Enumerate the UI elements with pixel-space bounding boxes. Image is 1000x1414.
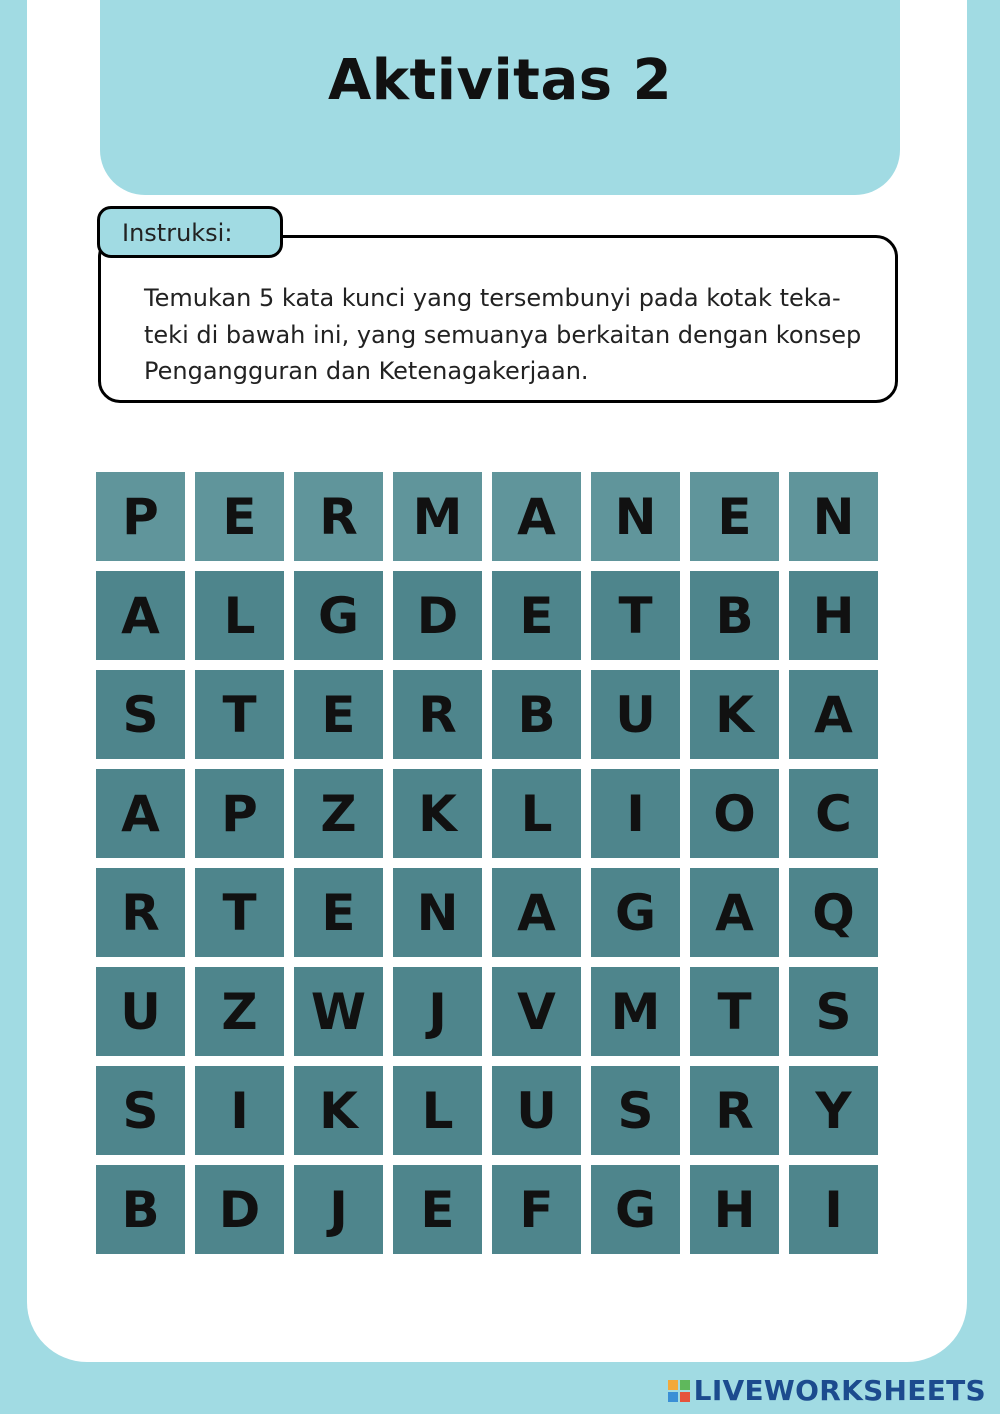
- instructions-tab-label: Instruksi:: [122, 219, 233, 247]
- grid-cell[interactable]: B: [492, 670, 581, 759]
- grid-cell[interactable]: S: [591, 1066, 680, 1155]
- grid-cell[interactable]: I: [591, 769, 680, 858]
- grid-cell[interactable]: A: [492, 868, 581, 957]
- grid-cell[interactable]: E: [195, 472, 284, 561]
- grid-cell[interactable]: J: [393, 967, 482, 1056]
- grid-cell[interactable]: F: [492, 1165, 581, 1254]
- grid-cell[interactable]: L: [393, 1066, 482, 1155]
- grid-cell[interactable]: R: [96, 868, 185, 957]
- grid-cell[interactable]: A: [96, 571, 185, 660]
- grid-cell[interactable]: G: [591, 868, 680, 957]
- grid-cell[interactable]: I: [195, 1066, 284, 1155]
- grid-cell[interactable]: N: [393, 868, 482, 957]
- grid-cell[interactable]: H: [789, 571, 878, 660]
- grid-cell[interactable]: M: [393, 472, 482, 561]
- grid-cell[interactable]: V: [492, 967, 581, 1056]
- grid-cell[interactable]: E: [294, 868, 383, 957]
- grid-cell[interactable]: Z: [294, 769, 383, 858]
- grid-cell[interactable]: E: [393, 1165, 482, 1254]
- grid-cell[interactable]: K: [294, 1066, 383, 1155]
- grid-cell[interactable]: G: [294, 571, 383, 660]
- grid-cell[interactable]: W: [294, 967, 383, 1056]
- grid-cell[interactable]: A: [690, 868, 779, 957]
- grid-cell[interactable]: P: [195, 769, 284, 858]
- grid-cell[interactable]: A: [492, 472, 581, 561]
- grid-cell[interactable]: U: [96, 967, 185, 1056]
- grid-cell[interactable]: I: [789, 1165, 878, 1254]
- grid-cell[interactable]: D: [393, 571, 482, 660]
- grid-cell[interactable]: S: [789, 967, 878, 1056]
- word-search-grid: [96, 472, 881, 1253]
- instructions-tab: [97, 206, 283, 258]
- grid-cell[interactable]: S: [96, 670, 185, 759]
- grid-cell[interactable]: L: [492, 769, 581, 858]
- grid-cell[interactable]: B: [690, 571, 779, 660]
- grid-cell[interactable]: T: [690, 967, 779, 1056]
- grid-cell[interactable]: U: [492, 1066, 581, 1155]
- page-title: Aktivitas 2: [327, 48, 673, 113]
- grid-cell[interactable]: A: [96, 769, 185, 858]
- grid-cell[interactable]: J: [294, 1165, 383, 1254]
- grid-cell[interactable]: N: [591, 472, 680, 561]
- grid-cell[interactable]: R: [690, 1066, 779, 1155]
- grid-cell[interactable]: C: [789, 769, 878, 858]
- grid-cell[interactable]: T: [591, 571, 680, 660]
- grid-cell[interactable]: M: [591, 967, 680, 1056]
- grid-cell[interactable]: H: [690, 1165, 779, 1254]
- grid-cell[interactable]: Q: [789, 868, 878, 957]
- grid-cell[interactable]: K: [690, 670, 779, 759]
- grid-cell[interactable]: D: [195, 1165, 284, 1254]
- grid-cell[interactable]: G: [591, 1165, 680, 1254]
- grid-cell[interactable]: E: [690, 472, 779, 561]
- grid-cell[interactable]: S: [96, 1066, 185, 1155]
- grid-cell[interactable]: E: [294, 670, 383, 759]
- grid-cell[interactable]: T: [195, 670, 284, 759]
- liveworksheets-logo-icon: [668, 1380, 690, 1402]
- grid-cell[interactable]: Z: [195, 967, 284, 1056]
- grid-cell[interactable]: N: [789, 472, 878, 561]
- grid-cell[interactable]: R: [294, 472, 383, 561]
- header-banner: [100, 0, 900, 195]
- footer-brand: [668, 1374, 986, 1407]
- grid-cell[interactable]: B: [96, 1165, 185, 1254]
- instructions-text: Temukan 5 kata kunci yang tersembunyi pada kotak teka-teki di bawah ini, yang semuanya berkaitan dengan konsep Pengangguran dan Ketenagakerjaan.: [144, 284, 862, 385]
- brand-name: LIVEWORKSHEETS: [693, 1374, 986, 1407]
- grid-cell[interactable]: L: [195, 571, 284, 660]
- grid-cell[interactable]: Y: [789, 1066, 878, 1155]
- grid-cell[interactable]: E: [492, 571, 581, 660]
- grid-cell[interactable]: U: [591, 670, 680, 759]
- grid-cell[interactable]: R: [393, 670, 482, 759]
- grid-cell[interactable]: P: [96, 472, 185, 561]
- grid-cell[interactable]: A: [789, 670, 878, 759]
- grid-cell[interactable]: K: [393, 769, 482, 858]
- grid-cell[interactable]: O: [690, 769, 779, 858]
- grid-cell[interactable]: T: [195, 868, 284, 957]
